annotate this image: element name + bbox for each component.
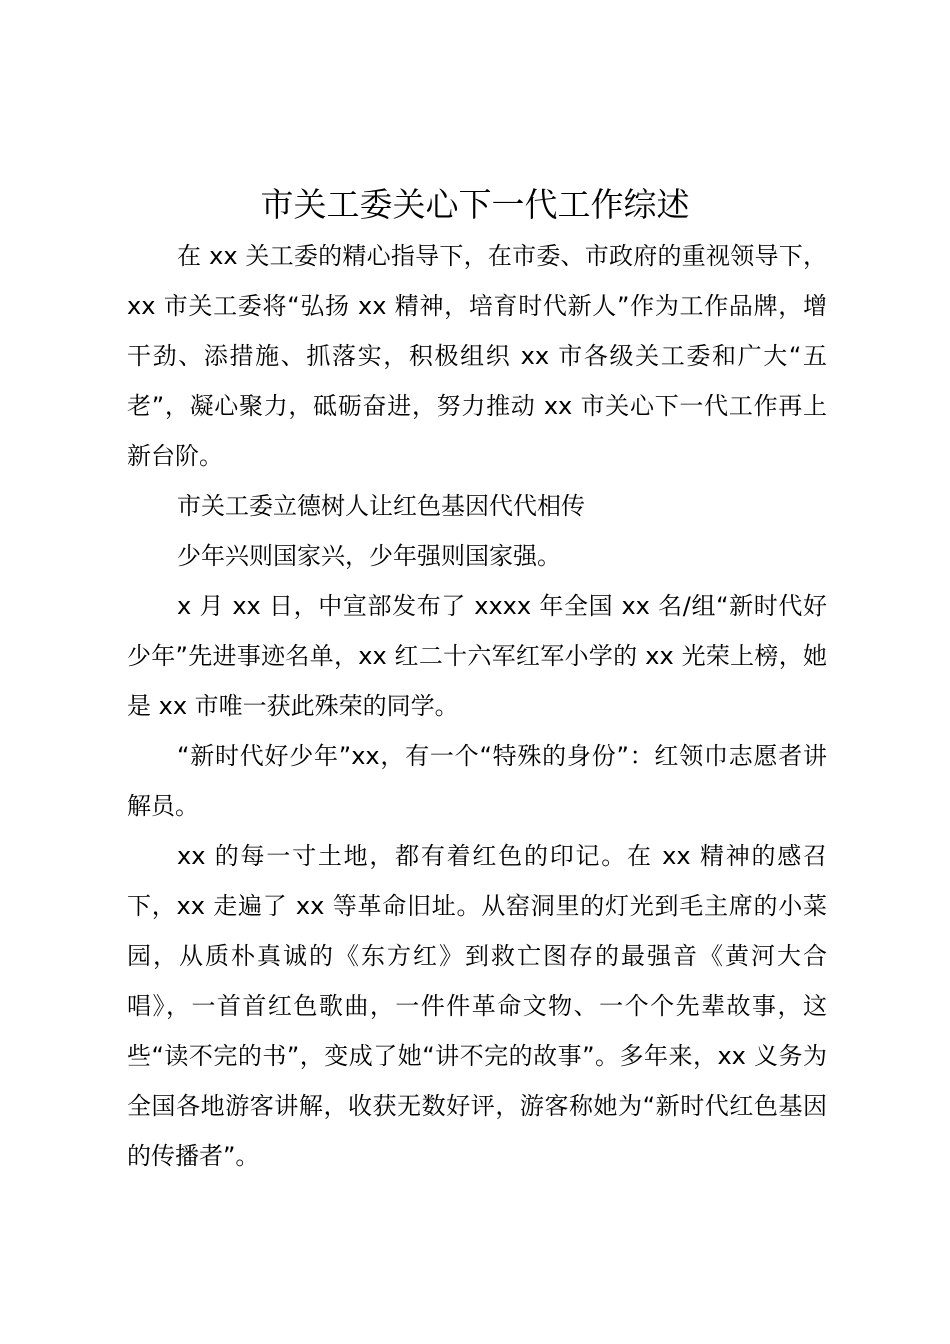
paragraph-section-heading: 市关工委立德树人让红色基因代代相传 <box>177 492 585 520</box>
document-title: 市关工委关心下一代工作综述 <box>260 185 690 224</box>
paragraph-identity: “新时代好少年”xx，有一个“特殊的身份”：红领巾志愿者讲解员。 <box>127 742 827 820</box>
paragraph-story: xx 的每一寸土地，都有着红色的印记。在 xx 精神的感召下，xx 走遍了 xx 等革命旧址。从窑洞里的灯光到毛主席的小菜园，从质朴真诚的《东方红》到救亡图存的最强音《黄河大合唱》，一首首红色歌曲，一件件革命文物、一个个先辈故事，这些“读不完的书”，变成了她“讲不完的故事”。多年来，xx 义务为全国各地游客讲解，收获无数好评，游客称她为“新时代红色基因的传播者”。 <box>127 842 827 1170</box>
paragraph-intro: 在 xx 关工委的精心指导下，在市委、市政府的重视领导下，xx 市关工委将“弘扬 xx 精神，培育时代新人”作为工作品牌，增干劲、添措施、抓落实，积极组织 xx 市各级关工委和广大“五老”，凝心聚力，砥砺奋进，努力推动 xx 市关心下一代工作再上新台阶。 <box>127 242 827 470</box>
paragraph-award: x 月 xx 日，中宣部发布了 xxxx 年全国 xx 名/组“新时代好少年”先进事迹名单，xx 红二十六军红军小学的 xx 光荣上榜，她是 xx 市唯一获此殊荣的同学。 <box>127 592 827 720</box>
document-body <box>127 231 827 1181</box>
paragraph-motto: 少年兴则国家兴，少年强则国家强。 <box>177 542 561 570</box>
